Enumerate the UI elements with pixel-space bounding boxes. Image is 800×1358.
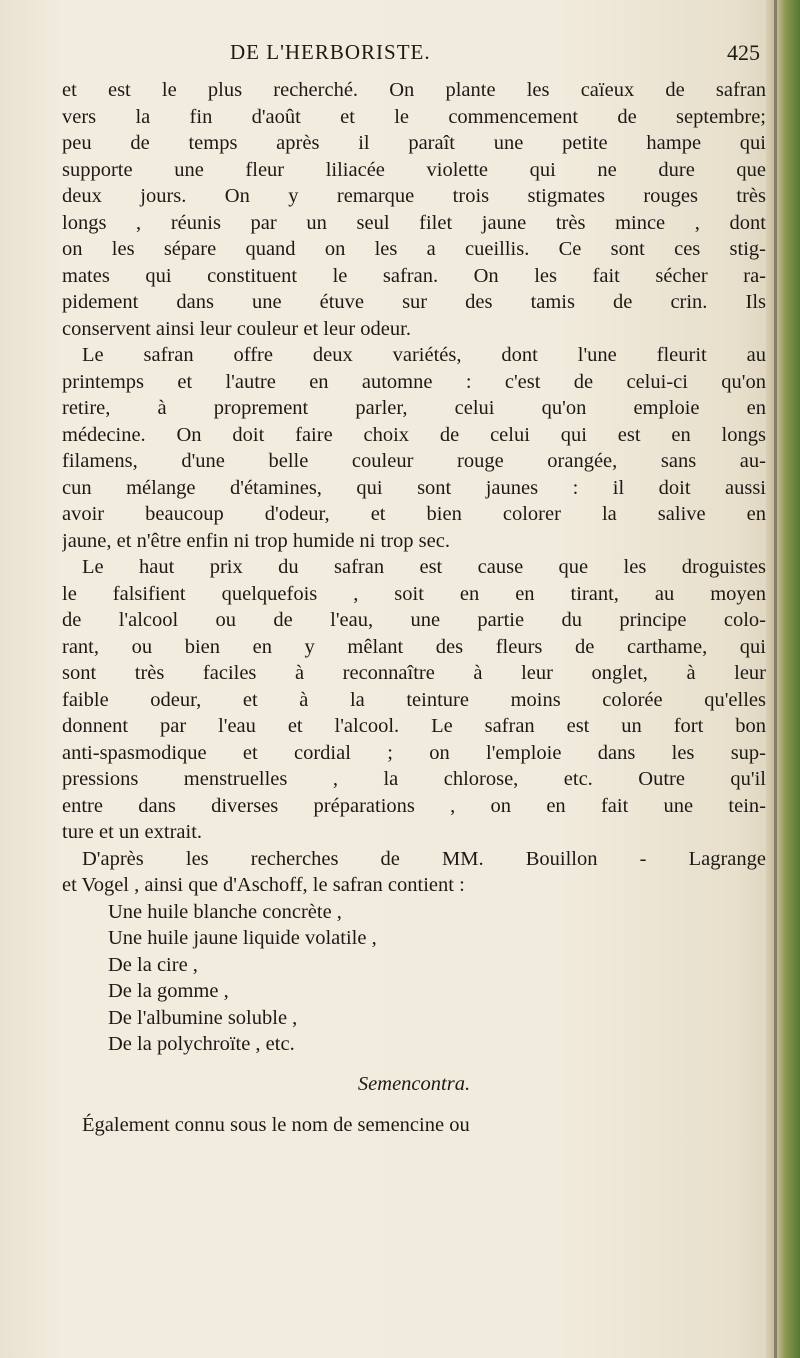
text-line: peu de temps après il paraît une petite hampe qui [62,132,766,154]
text-line: supporte une fleur liliacée violette qui ne dure que [62,158,766,181]
list-item: Une huile blanche concrète , [108,900,342,923]
text-line: printemps et l'autre en automne : c'est de celui-ci qu'on [62,370,766,393]
paragraph [62,342,766,554]
text-line: sont très faciles à reconnaître à leur onglet, à leur [62,662,766,684]
list-item: De la polychroïte , etc. [108,1033,295,1055]
text-line: mates qui constituent le safran. On les fait sécher ra- [62,264,766,287]
list-item: De l'albumine soluble , [108,1006,298,1029]
list-item: De la cire , [108,953,198,976]
text-line: pidement dans une étuve sur des tamis de crin. Ils [62,291,766,313]
running-head: DE L'HERBORISTE. [230,40,431,64]
text-line: rant, ou bien en y mêlant des fleurs de carthame, qui [62,635,766,658]
text-line: deux jours. On y remarque trois stigmates rouges très [62,185,766,207]
text-line: conservent ainsi leur couleur et leur odeur. [62,317,411,340]
text-line: de l'alcool ou de l'eau, une partie du principe colo- [62,609,766,631]
text-line: longs , réunis par un seul filet jaune très mince , dont [62,211,766,234]
closing-line: Également connu sous le nom de semencine ou [82,1113,470,1136]
text-line: ture et un extrait. [62,821,203,843]
text-line: cun mélange d'étamines, qui sont jaunes : il doit aussi [62,476,766,499]
book-edge [766,0,800,1358]
text-line: retire, à proprement parler, celui qu'on emploie en [62,397,766,419]
list-item: Une huile jaune liquide volatile , [108,927,377,949]
text-line: D'après les recherches de MM. Bouillon - Lagrange [82,847,766,870]
section-title: Semencontra. [357,1072,471,1095]
page-number: 425 [727,40,760,65]
text-line: on les sépare quand on les a cueillis. Ce sont ces stig- [62,238,766,260]
text-line: entre dans diverses préparations , on en fait une tein- [62,794,766,817]
page-header [80,40,760,80]
text-line: Le haut prix du safran est cause que les droguistes [82,556,766,578]
text-line: pressions menstruelles , la chlorose, etc. Outre qu'il [62,768,766,790]
body-text [62,77,766,1138]
paragraph [62,554,766,846]
composition-list [108,899,766,1058]
text-line: donnent par l'eau et l'alcool. Le safran est un fort bon [62,715,766,737]
text-line: le falsifient quelquefois , soit en en tirant, au moyen [62,582,766,605]
list-item: De la gomme , [108,980,229,1002]
text-line: avoir beaucoup d'odeur, et bien colorer la salive en [62,503,766,525]
text-line: anti-spasmodique et cordial ; on l'emploie dans les sup- [62,741,766,764]
paragraph [62,846,766,899]
text-line: vers la fin d'août et le commencement de septembre; [62,105,766,128]
paragraph [62,77,766,342]
text-line: médecine. On doit faire choix de celui qui est en longs [62,423,766,446]
spacer [62,1102,766,1112]
text-line: jaune, et n'être enfin ni trop humide ni trop sec. [62,529,450,552]
text-line: et est le plus recherché. On plante les caïeux de safran [62,79,766,101]
text-line: faible odeur, et à la teinture moins colorée qu'elles [62,688,766,711]
text-line: Le safran offre deux variétés, dont l'une fleurit au [82,344,766,366]
text-line: et Vogel , ainsi que d'Aschoff, le safran contient : [62,874,465,896]
text-line: filamens, d'une belle couleur rouge orangée, sans au- [62,450,766,472]
